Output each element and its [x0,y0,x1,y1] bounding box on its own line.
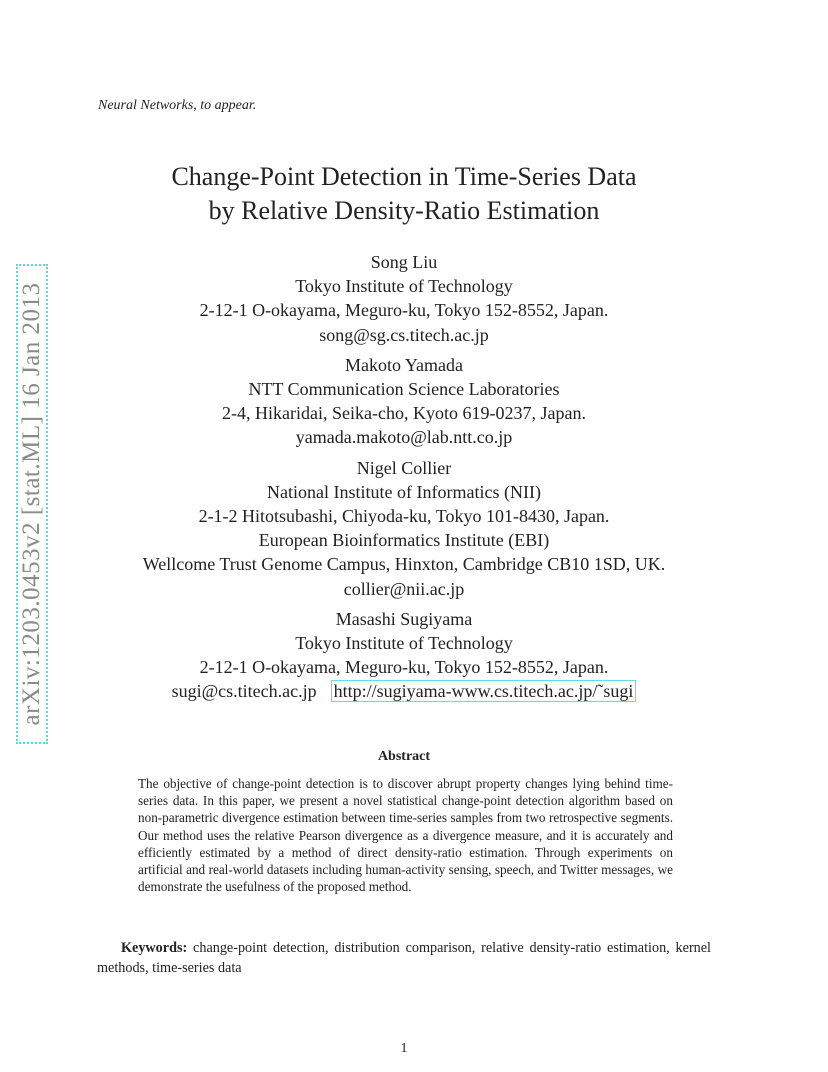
author-affiliation: European Bioinformatics Institute (EBI) [258,530,550,551]
author-email: collier@nii.ac.jp [343,578,465,599]
author-contact-line [0,679,808,703]
author-name: Masashi Sugiyama [335,608,473,629]
author-affiliation: National Institute of Informatics (NII) [267,481,541,502]
author-address: Wellcome Trust Genome Campus, Hinxton, Cambridge CB10 1SD, UK. [142,554,666,575]
keywords [97,938,711,978]
author-affiliation: Tokyo Institute of Technology [295,276,513,297]
abstract-text: The objective of change-point detection is to discover abrupt property changes lying behind time-series data. In this paper, we present a novel statistical change-point detection algorithm based on non-parametric divergence estimation between time-series samples from two retrospective segments. Our method uses the relative Pearson divergence as a divergence measure, and it is accurately and efficiently estimated by a method of direct density-ratio estimation. Through experiments on artificial and real-world datasets including human-activity sensing, speech, and Twitter messages, we demonstrate the usefulness of the proposed method. [138,776,673,895]
author-name: Makoto Yamada [345,354,463,375]
author-email: song@sg.cs.titech.ac.jp [319,324,489,345]
title-line-1: Change-Point Detection in Time-Series Data [171,162,637,191]
venue-note: Neural Networks, to appear. [98,98,257,113]
abstract-heading: Abstract [377,749,431,764]
arxiv-stamp[interactable] [16,264,48,744]
author-block [0,250,808,347]
title-line-2: by Relative Density-Ratio Estimation [208,196,600,225]
author-name: Nigel Collier [356,457,452,478]
author-address: 2-1-2 Hitotsubashi, Chiyoda-ku, Tokyo 101-8430, Japan. [198,506,610,527]
author-block [0,456,808,601]
author-affiliation: Tokyo Institute of Technology [295,633,513,654]
author-email: sugi@cs.titech.ac.jp [171,681,317,702]
author-address: 2-4, Hikaridai, Seika-cho, Kyoto 619-0237, Japan. [222,403,586,424]
arxiv-stamp-text: arXiv:1203.0453v2 [stat.ML] 16 Jan 2013 [18,282,45,726]
author-email: yamada.makoto@lab.ntt.co.jp [295,427,513,448]
author-name: Song Liu [370,252,438,272]
paper-title [0,160,808,228]
author-block [0,607,808,704]
author-address: 2-12-1 O-okayama, Meguro-ku, Tokyo 152-8552, Japan. [199,300,609,321]
homepage-link[interactable]: http://sugiyama-www.cs.titech.ac.jp/˜sugi [331,680,637,702]
keywords-text: change-point detection, distribution comparison, relative density-ratio estimation, kernel methods, time-series data [97,940,711,976]
author-address: 2-12-1 O-okayama, Meguro-ku, Tokyo 152-8552, Japan. [199,657,609,678]
author-list [0,250,808,710]
keywords-label: Keywords: [121,940,188,956]
author-affiliation: NTT Communication Science Laboratories [248,379,560,400]
author-block [0,353,808,450]
page-number: 1 [400,1041,408,1056]
